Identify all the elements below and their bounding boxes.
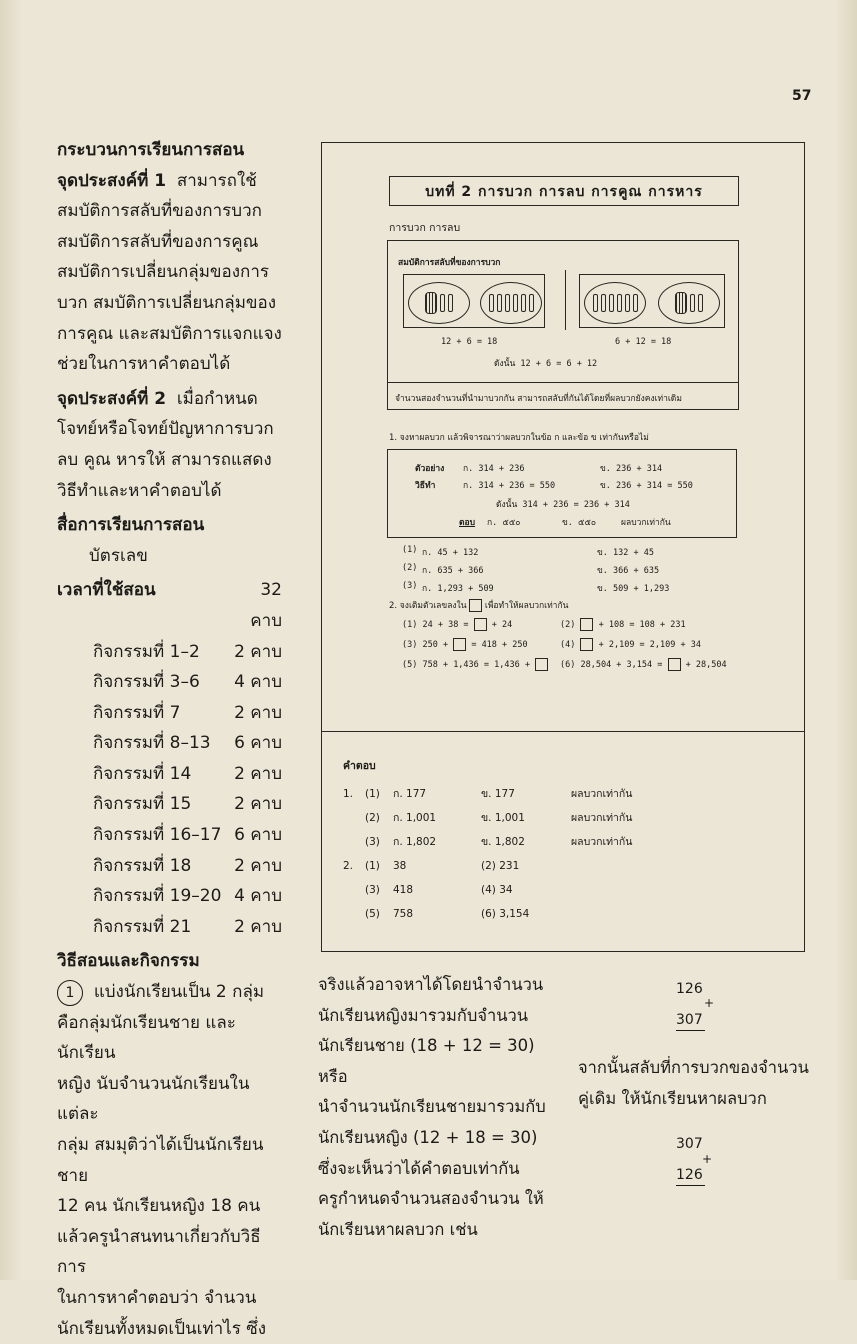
stick-icon bbox=[625, 294, 630, 312]
stick-icon bbox=[690, 294, 695, 312]
method-line: คือกลุ่มนักเรียนชาย และนักเรียน bbox=[57, 1012, 236, 1064]
stick-icon bbox=[505, 294, 510, 312]
activity-label: กิจกรรมที่ 19–20 bbox=[93, 886, 222, 907]
activity-row bbox=[57, 820, 282, 851]
answers-table bbox=[343, 782, 743, 926]
q1-item-b: ข. 132 + 45 bbox=[597, 548, 654, 558]
property-title: สมบัติการสลับที่ของการบวก bbox=[398, 258, 501, 268]
equation-right: 6 + 12 = 18 bbox=[615, 337, 672, 347]
objective1-line: บวก สมบัติการเปลี่ยนกลุ่มของ bbox=[57, 292, 277, 313]
activity-label: กิจกรรมที่ 21 bbox=[93, 916, 192, 937]
blank-box[interactable] bbox=[580, 618, 593, 631]
objective2-line: วิธีทำและหาคำตอบได้ bbox=[57, 480, 222, 501]
q2-num: (1) bbox=[402, 620, 418, 630]
stick-icon bbox=[617, 294, 622, 312]
answer-lead bbox=[343, 830, 365, 854]
activity-label: กิจกรรมที่ 1–2 bbox=[93, 641, 200, 662]
answer-row bbox=[343, 902, 743, 926]
group-oval bbox=[658, 282, 720, 324]
time-total: 32 คาบ bbox=[250, 580, 282, 631]
answer-num: (3) bbox=[365, 884, 380, 896]
answer-row bbox=[343, 854, 743, 878]
ten-bundle-icon bbox=[675, 292, 687, 314]
answer-lead bbox=[343, 902, 365, 926]
q2-text: + 28,504 bbox=[685, 660, 727, 670]
answer-a: 758 bbox=[393, 908, 414, 920]
answer-num: (5) bbox=[365, 908, 380, 920]
blank-box[interactable] bbox=[474, 618, 487, 631]
answer-a: 38 bbox=[393, 860, 407, 872]
stick-icon bbox=[698, 294, 703, 312]
activity-value: 2 คาบ bbox=[234, 702, 282, 723]
q1-item-num: (2) bbox=[402, 563, 418, 573]
activity-row bbox=[57, 759, 282, 790]
q2-item bbox=[560, 638, 701, 651]
solution-therefore: ดังนั้น 314 + 236 = 236 + 314 bbox=[496, 500, 630, 510]
answer-note: ผลบวกเท่ากัน bbox=[571, 836, 633, 848]
activity-row bbox=[57, 881, 282, 912]
body-line: ซึ่งจะเห็นว่าได้คำตอบเท่ากัน bbox=[318, 1158, 520, 1178]
note-divider bbox=[387, 382, 739, 383]
objective2-line: เมื่อกำหนด bbox=[176, 388, 258, 409]
blank-box[interactable] bbox=[535, 658, 548, 671]
q2-text: 250 + bbox=[422, 640, 449, 650]
q1-item-b: ข. 509 + 1,293 bbox=[597, 584, 670, 594]
picture-separator bbox=[565, 270, 566, 330]
activity-label: กิจกรรมที่ 3–6 bbox=[93, 672, 200, 693]
method-line: ในการหาคำตอบว่า จำนวน bbox=[57, 1287, 257, 1308]
question2-post: เพื่อทำให้ผลบวกเท่ากัน bbox=[484, 601, 569, 611]
property-note: จำนวนสองจำนวนที่นำมาบวกกัน สามารถสลับที่กันได้โดยที่ผลบวกยังคงเท่าเดิม bbox=[395, 394, 682, 404]
answer-row bbox=[343, 878, 743, 902]
q2-num: (3) bbox=[402, 640, 418, 650]
answers-heading: คำตอบ bbox=[343, 760, 376, 772]
q2-text: + 108 = 108 + 231 bbox=[598, 620, 686, 630]
picture-right bbox=[579, 274, 725, 328]
body-line: คู่เดิม ให้นักเรียนหาผลบวก bbox=[578, 1089, 767, 1108]
activity-row bbox=[57, 667, 282, 698]
page-number: 57 bbox=[792, 88, 812, 104]
objective1-line: สมบัติการสลับที่ของการคูณ bbox=[57, 231, 259, 252]
lesson-title: บทที่ 2 การบวก การลบ การคูณ การหาร bbox=[389, 176, 739, 206]
blank-box[interactable] bbox=[580, 638, 593, 651]
group-oval bbox=[584, 282, 646, 324]
example-b: ข. 236 + 314 bbox=[600, 464, 663, 474]
answer-row bbox=[343, 806, 743, 830]
media-heading: สื่อการเรียนการสอน bbox=[57, 515, 205, 536]
q2-text: 24 + 38 = bbox=[422, 620, 469, 630]
lesson-subtitle: การบวก การลบ bbox=[389, 222, 461, 234]
activity-value: 2 คาบ bbox=[234, 641, 282, 662]
objective1-line: สามารถใช้ bbox=[176, 170, 257, 191]
q1-item-a: ก. 45 + 132 bbox=[422, 548, 479, 558]
answer-b: (2) 231 bbox=[481, 860, 520, 872]
method-line: กลุ่ม สมมุติว่าได้เป็นนักเรียนชาย bbox=[57, 1135, 264, 1186]
answer-a: ก. 177 bbox=[393, 788, 427, 800]
answer-label: ตอบ bbox=[459, 518, 476, 528]
method-line: แบ่งนักเรียนเป็น 2 กลุ่ม bbox=[93, 982, 265, 1003]
body-line: นำจำนวนนักเรียนชายมารวมกับ bbox=[318, 1097, 546, 1117]
answer-num: (3) bbox=[365, 836, 380, 848]
body-line: นักเรียนหาผลบวก เช่น bbox=[318, 1219, 478, 1239]
q1-item-b: ข. 366 + 635 bbox=[597, 566, 660, 576]
body-line: จากนั้นสลับที่การบวกของจำนวน bbox=[578, 1058, 809, 1077]
plus-sign: + bbox=[704, 996, 715, 1010]
activity-value: 2 คาบ bbox=[234, 763, 282, 784]
answer-lead: 2. bbox=[343, 860, 354, 872]
media-item: บัตรเลข bbox=[89, 545, 148, 566]
activity-row bbox=[57, 912, 282, 943]
activity-row bbox=[57, 728, 282, 759]
objective1-line: ช่วยในการหาคำตอบได้ bbox=[57, 354, 231, 375]
activity-label: กิจกรรมที่ 18 bbox=[93, 855, 192, 876]
answer-b: ข. 1,802 bbox=[481, 836, 525, 848]
q2-num: (4) bbox=[560, 640, 576, 650]
body-line: นักเรียนชาย (18 + 12 = 30) หรือ bbox=[318, 1036, 535, 1086]
body-line: จริงแล้วอาจหาได้โดยนำจำนวน bbox=[318, 975, 544, 994]
stick-icon bbox=[593, 294, 598, 312]
right-column-text bbox=[578, 1052, 818, 1114]
activity-row bbox=[57, 698, 282, 729]
activity-row bbox=[57, 851, 282, 882]
q2-item bbox=[402, 618, 512, 631]
answer-b: (6) 3,154 bbox=[481, 908, 530, 920]
activity-value: 6 คาบ bbox=[234, 825, 282, 846]
middle-column bbox=[318, 970, 563, 1245]
answer-a: ก. ๕๕๐ bbox=[487, 518, 521, 528]
method-line: แล้วครูนำสนทนาเกี่ยวกับวิธีการ bbox=[57, 1226, 261, 1278]
body-line: ครูกำหนดจำนวนสองจำนวน ให้ bbox=[318, 1189, 544, 1209]
activity-row bbox=[57, 789, 282, 820]
answer-row bbox=[343, 782, 743, 806]
answer-b: ข. 177 bbox=[481, 788, 515, 800]
plus-sign: + bbox=[702, 1152, 713, 1166]
activity-label: กิจกรรมที่ 7 bbox=[93, 702, 181, 723]
answer-divider bbox=[321, 731, 805, 732]
q1-item-num: (3) bbox=[402, 581, 418, 591]
q2-num: (6) bbox=[560, 660, 576, 670]
stick-icon bbox=[609, 294, 614, 312]
blank-box bbox=[469, 599, 482, 612]
answer-num: (2) bbox=[365, 812, 380, 824]
solution-b: ข. 236 + 314 = 550 bbox=[600, 481, 693, 491]
objective1-line: สมบัติการเปลี่ยนกลุ่มของการ bbox=[57, 262, 270, 283]
activity-value: 2 คาบ bbox=[234, 916, 282, 937]
question2 bbox=[389, 598, 568, 612]
stick-icon bbox=[521, 294, 526, 312]
sum2-top: 307 bbox=[676, 1136, 703, 1152]
answer-note: ผลบวกเท่ากัน bbox=[621, 518, 671, 528]
step-number-circle: 1 bbox=[57, 980, 83, 1006]
solution-label: วิธีทำ bbox=[415, 481, 436, 491]
activity-value: 2 คาบ bbox=[234, 794, 282, 815]
q2-item bbox=[402, 638, 528, 651]
q2-item bbox=[560, 618, 686, 631]
example-a: ก. 314 + 236 bbox=[463, 464, 525, 474]
group-oval bbox=[480, 282, 542, 324]
objective1-label: จุดประสงค์ที่ 1 bbox=[57, 170, 167, 191]
stick-icon bbox=[529, 294, 534, 312]
answer-lead: 1. bbox=[343, 788, 354, 800]
q1-item-num: (1) bbox=[402, 545, 418, 555]
answer-a: ก. 1,001 bbox=[393, 812, 437, 824]
activity-label: กิจกรรมที่ 16–17 bbox=[93, 825, 222, 846]
stick-icon bbox=[440, 294, 445, 312]
blank-box[interactable] bbox=[668, 658, 681, 671]
time-total-row bbox=[57, 575, 282, 636]
answer-b: ข. 1,001 bbox=[481, 812, 525, 824]
example-label: ตัวอย่าง bbox=[415, 464, 445, 474]
objective2-line: โจทย์หรือโจทย์ปัญหาการบวก bbox=[57, 419, 274, 440]
ten-bundle-icon bbox=[425, 292, 437, 314]
sum2-bottom: 126 bbox=[676, 1167, 705, 1186]
answer-num: (1) bbox=[365, 788, 380, 800]
solution-a: ก. 314 + 236 = 550 bbox=[463, 481, 556, 491]
q2-item bbox=[402, 658, 548, 671]
activity-row bbox=[57, 637, 282, 668]
question2-pre: 2. จงเติมตัวเลขลงใน bbox=[389, 601, 467, 611]
method-line: หญิง นับจำนวนนักเรียนในแต่ละ bbox=[57, 1073, 250, 1125]
activity-value: 4 คาบ bbox=[234, 672, 282, 693]
objective1-line: การคูณ และสมบัติการแจกแจง bbox=[57, 323, 282, 344]
stick-icon bbox=[497, 294, 502, 312]
q1-item-a: ก. 1,293 + 509 bbox=[422, 584, 494, 594]
answer-lead bbox=[343, 878, 365, 902]
answer-b: (4) 34 bbox=[481, 884, 513, 896]
answer-num: (1) bbox=[365, 860, 380, 872]
q2-text: = 418 + 250 bbox=[471, 640, 528, 650]
answer-a: 418 bbox=[393, 884, 414, 896]
activity-value: 2 คาบ bbox=[234, 855, 282, 876]
answer-b: ข. ๕๕๐ bbox=[562, 518, 597, 528]
method-line: นักเรียนทั้งหมดเป็นเท่าไร ซึ่ง bbox=[57, 1318, 267, 1339]
question1: 1. จงหาผลบวก แล้วพิจารณาว่าผลบวกในข้อ ก และข้อ ข เท่ากันหรือไม่ bbox=[389, 433, 649, 443]
activity-label: กิจกรรมที่ 15 bbox=[93, 794, 192, 815]
answer-note: ผลบวกเท่ากัน bbox=[571, 788, 633, 800]
q2-text: 28,504 + 3,154 = bbox=[580, 660, 663, 670]
body-line: นักเรียนหญิงมารวมกับจำนวน bbox=[318, 1005, 529, 1025]
q2-text: + 2,109 = 2,109 + 34 bbox=[598, 640, 701, 650]
q2-num: (2) bbox=[560, 620, 576, 630]
stick-icon bbox=[448, 294, 453, 312]
stick-icon bbox=[601, 294, 606, 312]
left-column bbox=[57, 135, 282, 1344]
q2-num: (5) bbox=[402, 660, 418, 670]
body-line: นักเรียนหญิง (12 + 18 = 30) bbox=[318, 1127, 538, 1147]
objective1-line: สมบัติการสลับที่ของการบวก bbox=[57, 201, 262, 222]
activity-label: กิจกรรมที่ 8–13 bbox=[93, 733, 211, 754]
stick-icon bbox=[513, 294, 518, 312]
method-line: 12 คน นักเรียนหญิง 18 คน bbox=[57, 1196, 261, 1217]
section-heading: กระบวนการเรียนการสอน bbox=[57, 140, 245, 160]
activity-value: 4 คาบ bbox=[234, 886, 282, 907]
sum1-top: 126 bbox=[676, 981, 703, 997]
equation-therefore: ดังนั้น 12 + 6 = 6 + 12 bbox=[494, 359, 598, 369]
stick-icon bbox=[633, 294, 638, 312]
q2-text: + 24 bbox=[491, 620, 513, 630]
methods-heading: วิธีสอนและกิจกรรม bbox=[57, 951, 200, 972]
q2-text: 758 + 1,436 = 1,436 + bbox=[422, 660, 530, 670]
activity-value: 6 คาบ bbox=[234, 733, 282, 754]
blank-box[interactable] bbox=[453, 638, 466, 651]
q2-item bbox=[560, 658, 727, 671]
objective2-label: จุดประสงค์ที่ 2 bbox=[57, 388, 167, 409]
group-oval bbox=[408, 282, 470, 324]
answer-row bbox=[343, 830, 743, 854]
q1-item-a: ก. 635 + 366 bbox=[422, 566, 484, 576]
answer-note: ผลบวกเท่ากัน bbox=[571, 812, 633, 824]
objective2-line: ลบ คูณ หารให้ สามารถแสดง bbox=[57, 449, 272, 470]
activity-label: กิจกรรมที่ 14 bbox=[93, 763, 192, 784]
sum1-bottom: 307 bbox=[676, 1012, 705, 1031]
answer-a: ก. 1,802 bbox=[393, 836, 437, 848]
time-heading: เวลาที่ใช้สอน bbox=[57, 580, 156, 601]
picture-left bbox=[403, 274, 545, 328]
equation-left: 12 + 6 = 18 bbox=[441, 337, 498, 347]
stick-icon bbox=[489, 294, 494, 312]
answer-lead bbox=[343, 806, 365, 830]
